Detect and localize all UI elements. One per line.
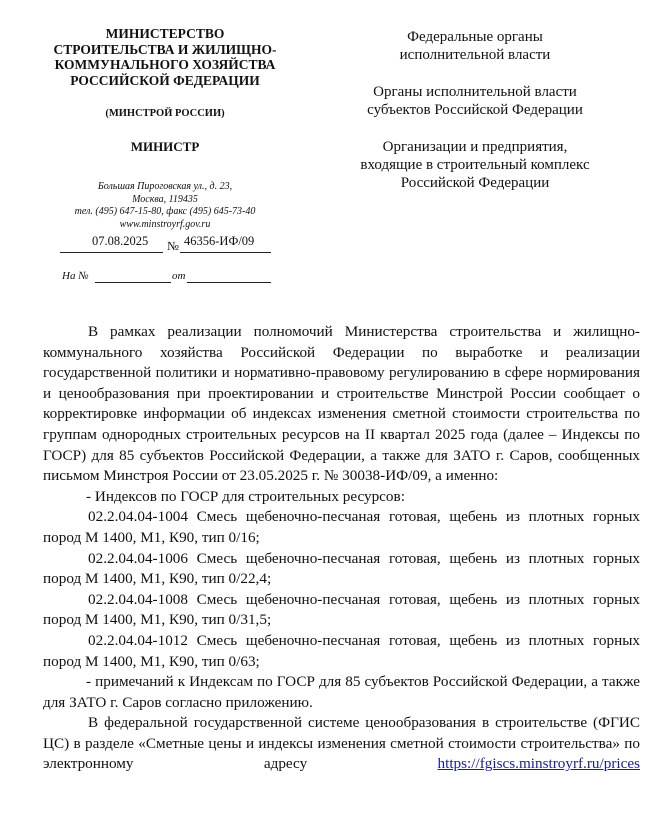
address-line: тел. (495) 647-15-80, факс (495) 645-73-40 [74, 206, 256, 217]
body-notes-item: - примечаний к Индексам по ГОСР для 85 субъектов Российской Федерации, а также для ЗАТО г. Саров согласно приложению. [43, 673, 640, 711]
resource-item: 02.2.04.04-1006 Смесь щебеночно-песчаная готовая, щебень из плотных горных пород М 1400, М1, К90, тип 0/22,4; [43, 549, 640, 588]
recipient-line: субъектов Российской Федерации [367, 102, 583, 118]
recipient-regional [330, 83, 620, 119]
reply-reference [62, 270, 274, 286]
ministry-name-line: РОССИЙСКОЙ ФЕДЕРАЦИИ [70, 72, 260, 88]
recipient-organizations [330, 138, 620, 192]
ministry-address [40, 181, 290, 231]
letter-body [43, 322, 640, 775]
registration-line [60, 234, 272, 252]
recipient-line: входящие в строительный комплекс [360, 157, 590, 173]
ministry-short-name: (МИНСТРОЙ РОССИИ) [105, 108, 225, 119]
recipient-line: Российской Федерации [400, 175, 550, 191]
body-paragraph-fgis [43, 713, 640, 775]
number-underline [180, 252, 271, 253]
ministry-name [40, 26, 290, 88]
ministry-name-line: КОММУНАЛЬНОГО ХОЗЯЙСТВА [54, 57, 276, 72]
body-list-header: - Индексов по ГОСР для строительных ресурсов: [86, 487, 405, 505]
recipients-block [330, 28, 620, 211]
recipient-line: Органы исполнительной власти [373, 84, 577, 100]
recipient-line: Организации и предприятия, [382, 139, 568, 155]
reply-date-blank [187, 282, 271, 283]
letter-number: 46356-ИФ/09 [184, 234, 255, 248]
number-sign: № [167, 239, 179, 253]
letter-date: 07.08.2025 [92, 234, 149, 248]
address-line: Большая Пироговская ул., д. 23, [97, 181, 233, 192]
resource-item: 02.2.04.04-1012 Смесь щебеночно-песчаная готовая, щебень из плотных горных пород М 1400, М1, К90, тип 0/63; [43, 631, 640, 670]
resource-item: 02.2.04.04-1008 Смесь щебеночно-песчаная готовая, щебень из плотных горных пород М 1400, М1, К90, тип 0/31,5; [43, 590, 640, 629]
resource-item: 02.2.04.04-1004 Смесь щебеночно-песчаная готовая, щебень из плотных горных пород М 1400, М1, К90, тип 0/16; [43, 508, 640, 546]
reply-number-blank [95, 282, 171, 283]
reply-number-label: На № [62, 270, 89, 282]
fgis-prices-link[interactable]: https://fgiscs.minstroyrf.ru/prices [437, 755, 640, 773]
minister-title: МИНИСТР [130, 139, 200, 154]
website: www.minstroyrf.gov.ru [119, 218, 211, 230]
recipient-federal [330, 28, 620, 64]
body-paragraph-intro: В рамках реализации полномочий Министерства строительства и жилищно-коммунального хозяйства Российской Федерации по выработке и реализации государственной политики и нормативно-правовому регулированию в сфере нормирования и ценообразования при проектировании и строительстве Минстрой России сообщает о корректировке информации об индексах изменения сметной стоимости строительства по группам однородных строительных ресурсов на II квартал 2025 года (далее – Индексы по ГОСР) для 85 субъектов Российской Федерации, а также для ЗАТО г. Саров, сообщенных письмом Минстроя России от 23.05.2025 г. № 30038-ИФ/09, а именно: [43, 323, 640, 485]
date-underline [60, 252, 163, 253]
ministry-name-line: СТРОИТЕЛЬСТВА И ЖИЛИЩНО- [53, 41, 277, 57]
recipient-line: Федеральные органы [407, 29, 543, 45]
reply-from-label: от [172, 270, 186, 282]
letterhead [40, 26, 290, 231]
address-line: Москва, 119435 [132, 193, 198, 205]
recipient-line: исполнительной власти [399, 47, 551, 63]
ministry-name-line: МИНИСТЕРСТВО [105, 26, 225, 41]
fgis-text: В федеральной государственной системе ценообразования в строительстве (ФГИС ЦС) в разделе «Сметные цены и индексы изменения сметной стоимости строительства» по электронному адресу [43, 714, 640, 773]
